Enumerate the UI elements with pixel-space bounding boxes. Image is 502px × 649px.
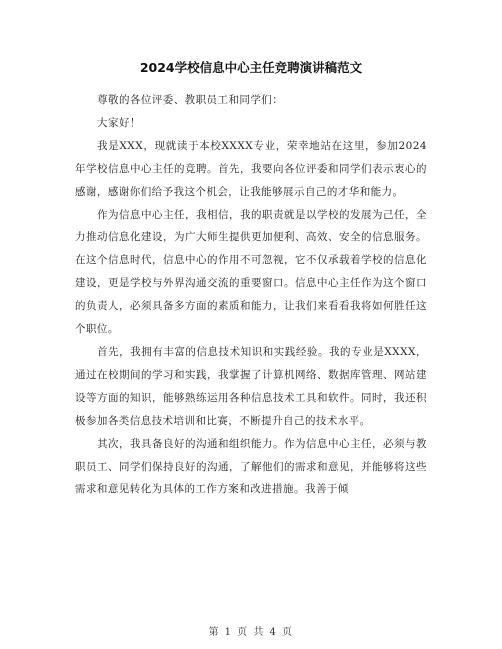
- page-number-footer: 第 1 页 共 4 页: [208, 627, 294, 638]
- paragraph-communication-skills: 其次，我具备良好的沟通和组织能力。作为信息中心主任，必须与教职员工、同学们保持良好的沟通，了解他们的需求和意见，并能够将这些需求和意见转化为具体的工作方案和改进措施。我善于倾: [75, 437, 427, 496]
- paragraph-salutation: 尊敬的各位评委、教职员工和同学们：: [97, 94, 284, 106]
- paragraph-technical-skills: 首先，我拥有丰富的信息技术知识和实践经验。我的专业是XXXX，通过在校期间的学习和实践，我掌握了计算机网络、数据库管理、网站建设等方面的知识，能够熟练运用各种信息技术工具和软件。同时，我还积极参加各类信息技术培训和比赛，不断提升自己的技术水平。: [75, 345, 427, 427]
- paragraph-introduction: 我是XXX，现就读于本校XXXX专业，荣幸地站在这里，参加2024年学校信息中心主任的竞聘。首先，我要向各位评委和同学们表示衷心的感谢，感谢你们给予我这个机会，让我能够展示自己的才华和能力。: [75, 139, 427, 198]
- paragraph-greeting: 大家好！: [97, 116, 141, 129]
- document-body: [75, 89, 427, 501]
- paragraph-responsibilities: 作为信息中心主任，我相信，我的职责就是以学校的发展为己任，全力推动信息化建设，为广大师生提供更加便利、高效、安全的信息服务。在这个信息时代，信息中心的作用不可忽视，它不仅承载着学校的信息化建设，更是学校与外界沟通交流的重要窗口。信息中心主任作为这个窗口的负责人，必须具备多方面的素质和能力，让我们来看看我将如何胜任这个职位。: [75, 208, 427, 336]
- document-title: 2024学校信息中心主任竞聘演讲稿范文: [139, 60, 363, 75]
